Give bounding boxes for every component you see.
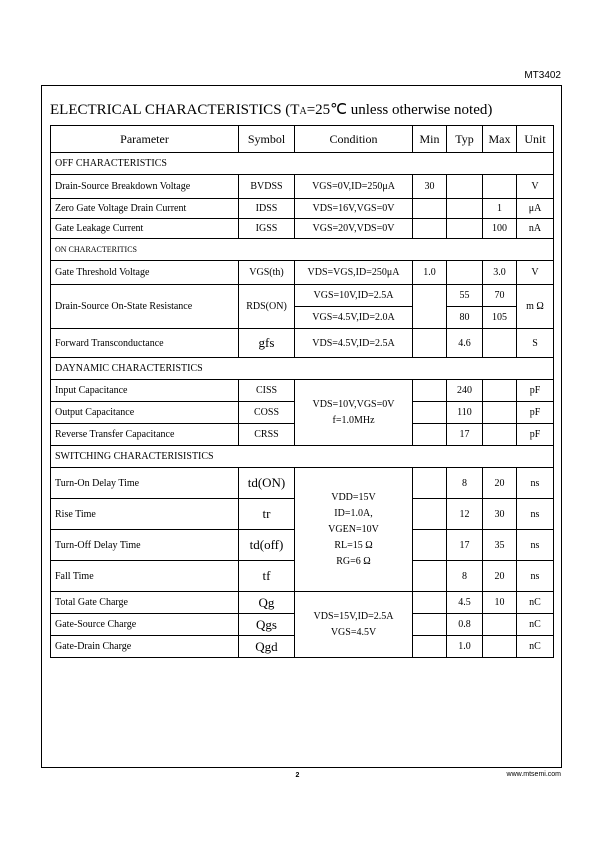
column-header-condition: Condition [295, 126, 413, 153]
column-header-min: Min [413, 126, 447, 153]
cell-min [413, 402, 447, 424]
table-row-bvdss [51, 175, 554, 199]
cell-unit: V [517, 175, 554, 199]
q-condition-line-1: VDS=15V,ID=2.5A [313, 610, 394, 622]
cell-max [483, 614, 517, 636]
cap-condition-line-1: VDS=10V,VGS=0V [312, 398, 395, 410]
sw-condition-line-5: RG=6 Ω [336, 555, 371, 567]
table-row-rdson-1 [51, 285, 554, 307]
cell-typ [447, 175, 483, 199]
cell-max: 30 [483, 499, 517, 530]
cell-min [413, 561, 447, 592]
title-main: ELECTRICAL CHARACTERISTICS (T [50, 102, 300, 118]
cell-param: Rise Time [51, 499, 239, 530]
cell-unit: ns [517, 561, 554, 592]
cell-typ [447, 261, 483, 285]
cell-typ: 1.0 [447, 636, 483, 658]
cell-param: Fall Time [51, 561, 239, 592]
cell-max: 35 [483, 530, 517, 561]
cell-condition: VGS=0V,ID=250μA [295, 175, 413, 199]
section-row-on [51, 239, 554, 261]
column-header-parameter: Parameter [51, 126, 239, 153]
cell-unit: ns [517, 499, 554, 530]
cell-typ: 0.8 [447, 614, 483, 636]
cell-condition: VDS=16V,VGS=0V [295, 199, 413, 219]
cell-condition: VDS=VGS,ID=250μA [295, 261, 413, 285]
cell-unit: ns [517, 530, 554, 561]
cell-unit: m Ω [517, 285, 554, 329]
cell-param: Reverse Transfer Capacitance [51, 424, 239, 446]
cell-typ: 110 [447, 402, 483, 424]
cell-condition-capacitance [295, 380, 413, 446]
cell-min [413, 199, 447, 219]
cell-unit: nA [517, 219, 554, 239]
cell-max: 20 [483, 561, 517, 592]
column-header-typ: Typ [447, 126, 483, 153]
cell-param: Input Capacitance [51, 380, 239, 402]
cell-typ: 80 [447, 307, 483, 329]
cell-symbol: RDS(ON) [239, 285, 295, 329]
cell-max: 10 [483, 592, 517, 614]
cell-max [483, 329, 517, 358]
cell-unit: S [517, 329, 554, 358]
cell-typ: 4.5 [447, 592, 483, 614]
column-header-max: Max [483, 126, 517, 153]
table-row-ciss [51, 380, 554, 402]
cell-typ: 17 [447, 530, 483, 561]
sw-condition-line-4: RL=15 Ω [334, 539, 373, 551]
table-row-gfs [51, 329, 554, 358]
cell-param: Output Capacitance [51, 402, 239, 424]
cell-param: Zero Gate Voltage Drain Current [51, 199, 239, 219]
cell-unit: μA [517, 199, 554, 219]
page-number: 2 [295, 772, 300, 779]
cell-typ: 55 [447, 285, 483, 307]
cell-param: Turn-On Delay Time [51, 468, 239, 499]
cell-param: Gate Leakage Current [51, 219, 239, 239]
cell-symbol: tf [239, 561, 295, 592]
part-number: MT3402 [524, 70, 561, 81]
section-title [50, 100, 492, 119]
cell-param: Gate-Source Charge [51, 614, 239, 636]
cell-condition: VGS=4.5V,ID=2.0A [295, 307, 413, 329]
cell-param: Total Gate Charge [51, 592, 239, 614]
cell-min [413, 329, 447, 358]
cell-unit: nC [517, 592, 554, 614]
cell-symbol: IDSS [239, 199, 295, 219]
cell-min [413, 285, 447, 329]
cap-condition-line-2: f=1.0MHz [332, 414, 375, 426]
website-footer: www.mtsemi.com [506, 771, 561, 778]
cell-symbol: Qgs [239, 614, 295, 636]
cell-condition-charge [295, 592, 413, 658]
title-rest: =25℃ unless otherwise noted) [306, 102, 493, 118]
title-subscript: A [299, 106, 307, 117]
cell-min [413, 380, 447, 402]
section-label-off: OFF CHARACTERISTICS [51, 153, 554, 175]
cell-min [413, 592, 447, 614]
cell-typ: 12 [447, 499, 483, 530]
table-row-idss [51, 199, 554, 219]
cell-min [413, 468, 447, 499]
section-label-on: ON CHARACTERITICS [51, 239, 554, 261]
cell-max [483, 636, 517, 658]
cell-param: Gate-Drain Charge [51, 636, 239, 658]
cell-max [483, 424, 517, 446]
cell-typ [447, 219, 483, 239]
cell-symbol: Qg [239, 592, 295, 614]
cell-param: Gate Threshold Voltage [51, 261, 239, 285]
cell-max [483, 175, 517, 199]
cell-symbol: VGS(th) [239, 261, 295, 285]
cell-unit: nC [517, 614, 554, 636]
cell-param: Forward Transconductance [51, 329, 239, 358]
sw-condition-line-2: ID=1.0A, [334, 507, 373, 519]
cell-max: 70 [483, 285, 517, 307]
cell-max: 20 [483, 468, 517, 499]
cell-condition: VGS=20V,VDS=0V [295, 219, 413, 239]
sw-condition-line-1: VDD=15V [331, 491, 376, 503]
cell-typ [447, 199, 483, 219]
q-condition-line-2: VGS=4.5V [330, 626, 377, 638]
cell-typ: 240 [447, 380, 483, 402]
column-header-symbol: Symbol [239, 126, 295, 153]
cell-max: 105 [483, 307, 517, 329]
cell-max: 100 [483, 219, 517, 239]
cell-typ: 4.6 [447, 329, 483, 358]
cell-unit: ns [517, 468, 554, 499]
cell-max: 3.0 [483, 261, 517, 285]
cell-symbol: tr [239, 499, 295, 530]
cell-condition: VDS=4.5V,ID=2.5A [295, 329, 413, 358]
section-label-switching: SWITCHING CHARACTERISISTICS [51, 446, 554, 468]
cell-min: 30 [413, 175, 447, 199]
section-label-dynamic: DAYNAMIC CHARACTERISTICS [51, 358, 554, 380]
cell-min: 1.0 [413, 261, 447, 285]
cell-max [483, 402, 517, 424]
cell-unit: pF [517, 424, 554, 446]
cell-symbol: Qgd [239, 636, 295, 658]
cell-unit: pF [517, 402, 554, 424]
cell-symbol: CRSS [239, 424, 295, 446]
cell-min [413, 424, 447, 446]
cell-min [413, 636, 447, 658]
cell-unit: pF [517, 380, 554, 402]
cell-typ: 17 [447, 424, 483, 446]
cell-symbol: gfs [239, 329, 295, 358]
cell-symbol: IGSS [239, 219, 295, 239]
cell-symbol: td(off) [239, 530, 295, 561]
cell-max [483, 380, 517, 402]
section-row-switching [51, 446, 554, 468]
section-row-off [51, 153, 554, 175]
cell-min [413, 530, 447, 561]
cell-max: 1 [483, 199, 517, 219]
cell-param: Drain-Source Breakdown Voltage [51, 175, 239, 199]
cell-condition-switching [295, 468, 413, 592]
cell-symbol: BVDSS [239, 175, 295, 199]
cell-typ: 8 [447, 561, 483, 592]
cell-condition: VGS=10V,ID=2.5A [295, 285, 413, 307]
cell-param: Drain-Source On-State Resistance [51, 285, 239, 329]
cell-unit: nC [517, 636, 554, 658]
cell-symbol: CISS [239, 380, 295, 402]
sw-condition-line-3: VGEN=10V [328, 523, 379, 535]
electrical-characteristics-table [50, 125, 554, 658]
cell-min [413, 614, 447, 636]
section-row-dynamic [51, 358, 554, 380]
table-row-vgsth [51, 261, 554, 285]
cell-min [413, 219, 447, 239]
table-header-row [51, 126, 554, 153]
cell-symbol: COSS [239, 402, 295, 424]
cell-symbol: td(ON) [239, 468, 295, 499]
cell-unit: V [517, 261, 554, 285]
table-row-igss [51, 219, 554, 239]
cell-param: Turn-Off Delay Time [51, 530, 239, 561]
cell-typ: 8 [447, 468, 483, 499]
table-row-qg [51, 592, 554, 614]
column-header-unit: Unit [517, 126, 554, 153]
cell-min [413, 499, 447, 530]
table-row-tdon [51, 468, 554, 499]
